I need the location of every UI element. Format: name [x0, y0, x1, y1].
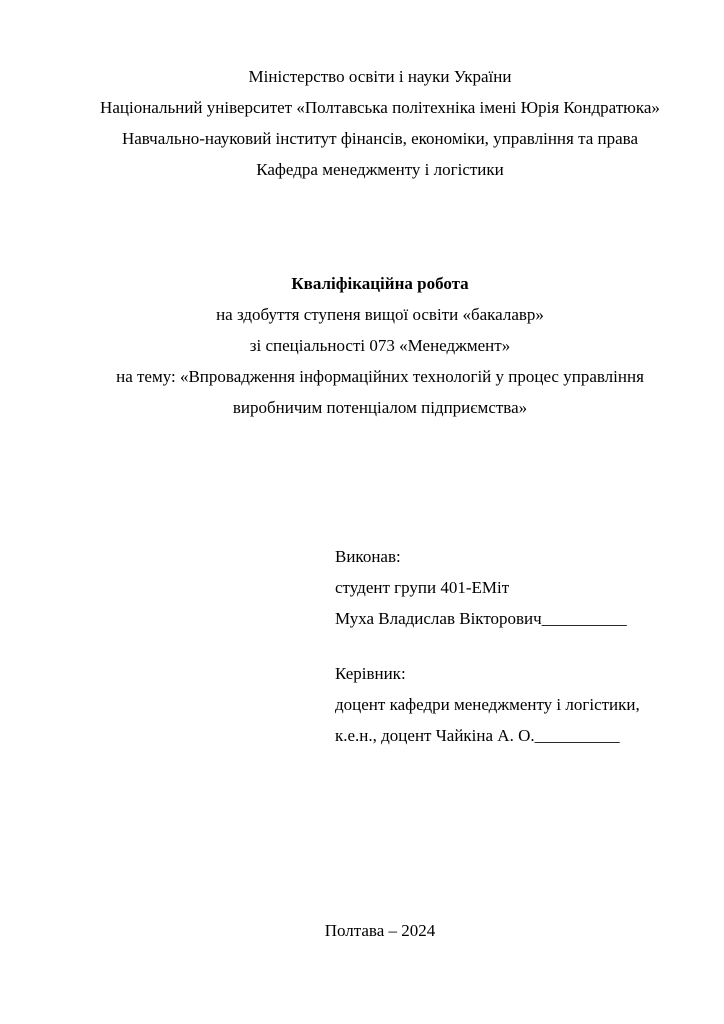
author-label: Виконав: — [335, 547, 401, 566]
author-block — [335, 541, 672, 634]
document-footer — [88, 915, 672, 946]
title-line-specialty: зі спеціальності 073 «Менеджмент» — [249, 336, 511, 355]
header-line-department: Кафедра менеджменту і логістики — [256, 160, 504, 179]
title-line-topic-1: на тему: «Впровадження інформаційних технологій у процес управління — [116, 367, 644, 386]
title-line-degree: на здобуття ступеня вищої освіти «бакалавр» — [216, 305, 544, 324]
supervisor-position: доцент кафедри менеджменту і логістики, — [335, 695, 640, 714]
supervisor-name-signature: к.е.н., доцент Чайкіна А. О.__________ — [335, 726, 620, 745]
work-title: Кваліфікаційна робота — [291, 274, 469, 293]
title-line-topic-2: виробничим потенціалом підприємства» — [232, 398, 528, 417]
document-header — [88, 61, 672, 185]
supervisor-label: Керівник: — [335, 664, 406, 683]
author-name-signature: Муха Владислав Вікторович__________ — [335, 609, 627, 628]
title-block — [88, 268, 672, 423]
author-group: студент групи 401-ЕМіт — [335, 578, 510, 597]
footer-city-year: Полтава – 2024 — [324, 921, 436, 940]
header-line-institute: Навчально-науковий інститут фінансів, економіки, управління та права — [121, 129, 639, 148]
header-line-ministry: Міністерство освіти і науки України — [248, 67, 512, 86]
header-line-university: Національний університет «Полтавська політехніка імені Юрія Кондратюка» — [100, 98, 660, 117]
supervisor-block — [335, 658, 672, 751]
